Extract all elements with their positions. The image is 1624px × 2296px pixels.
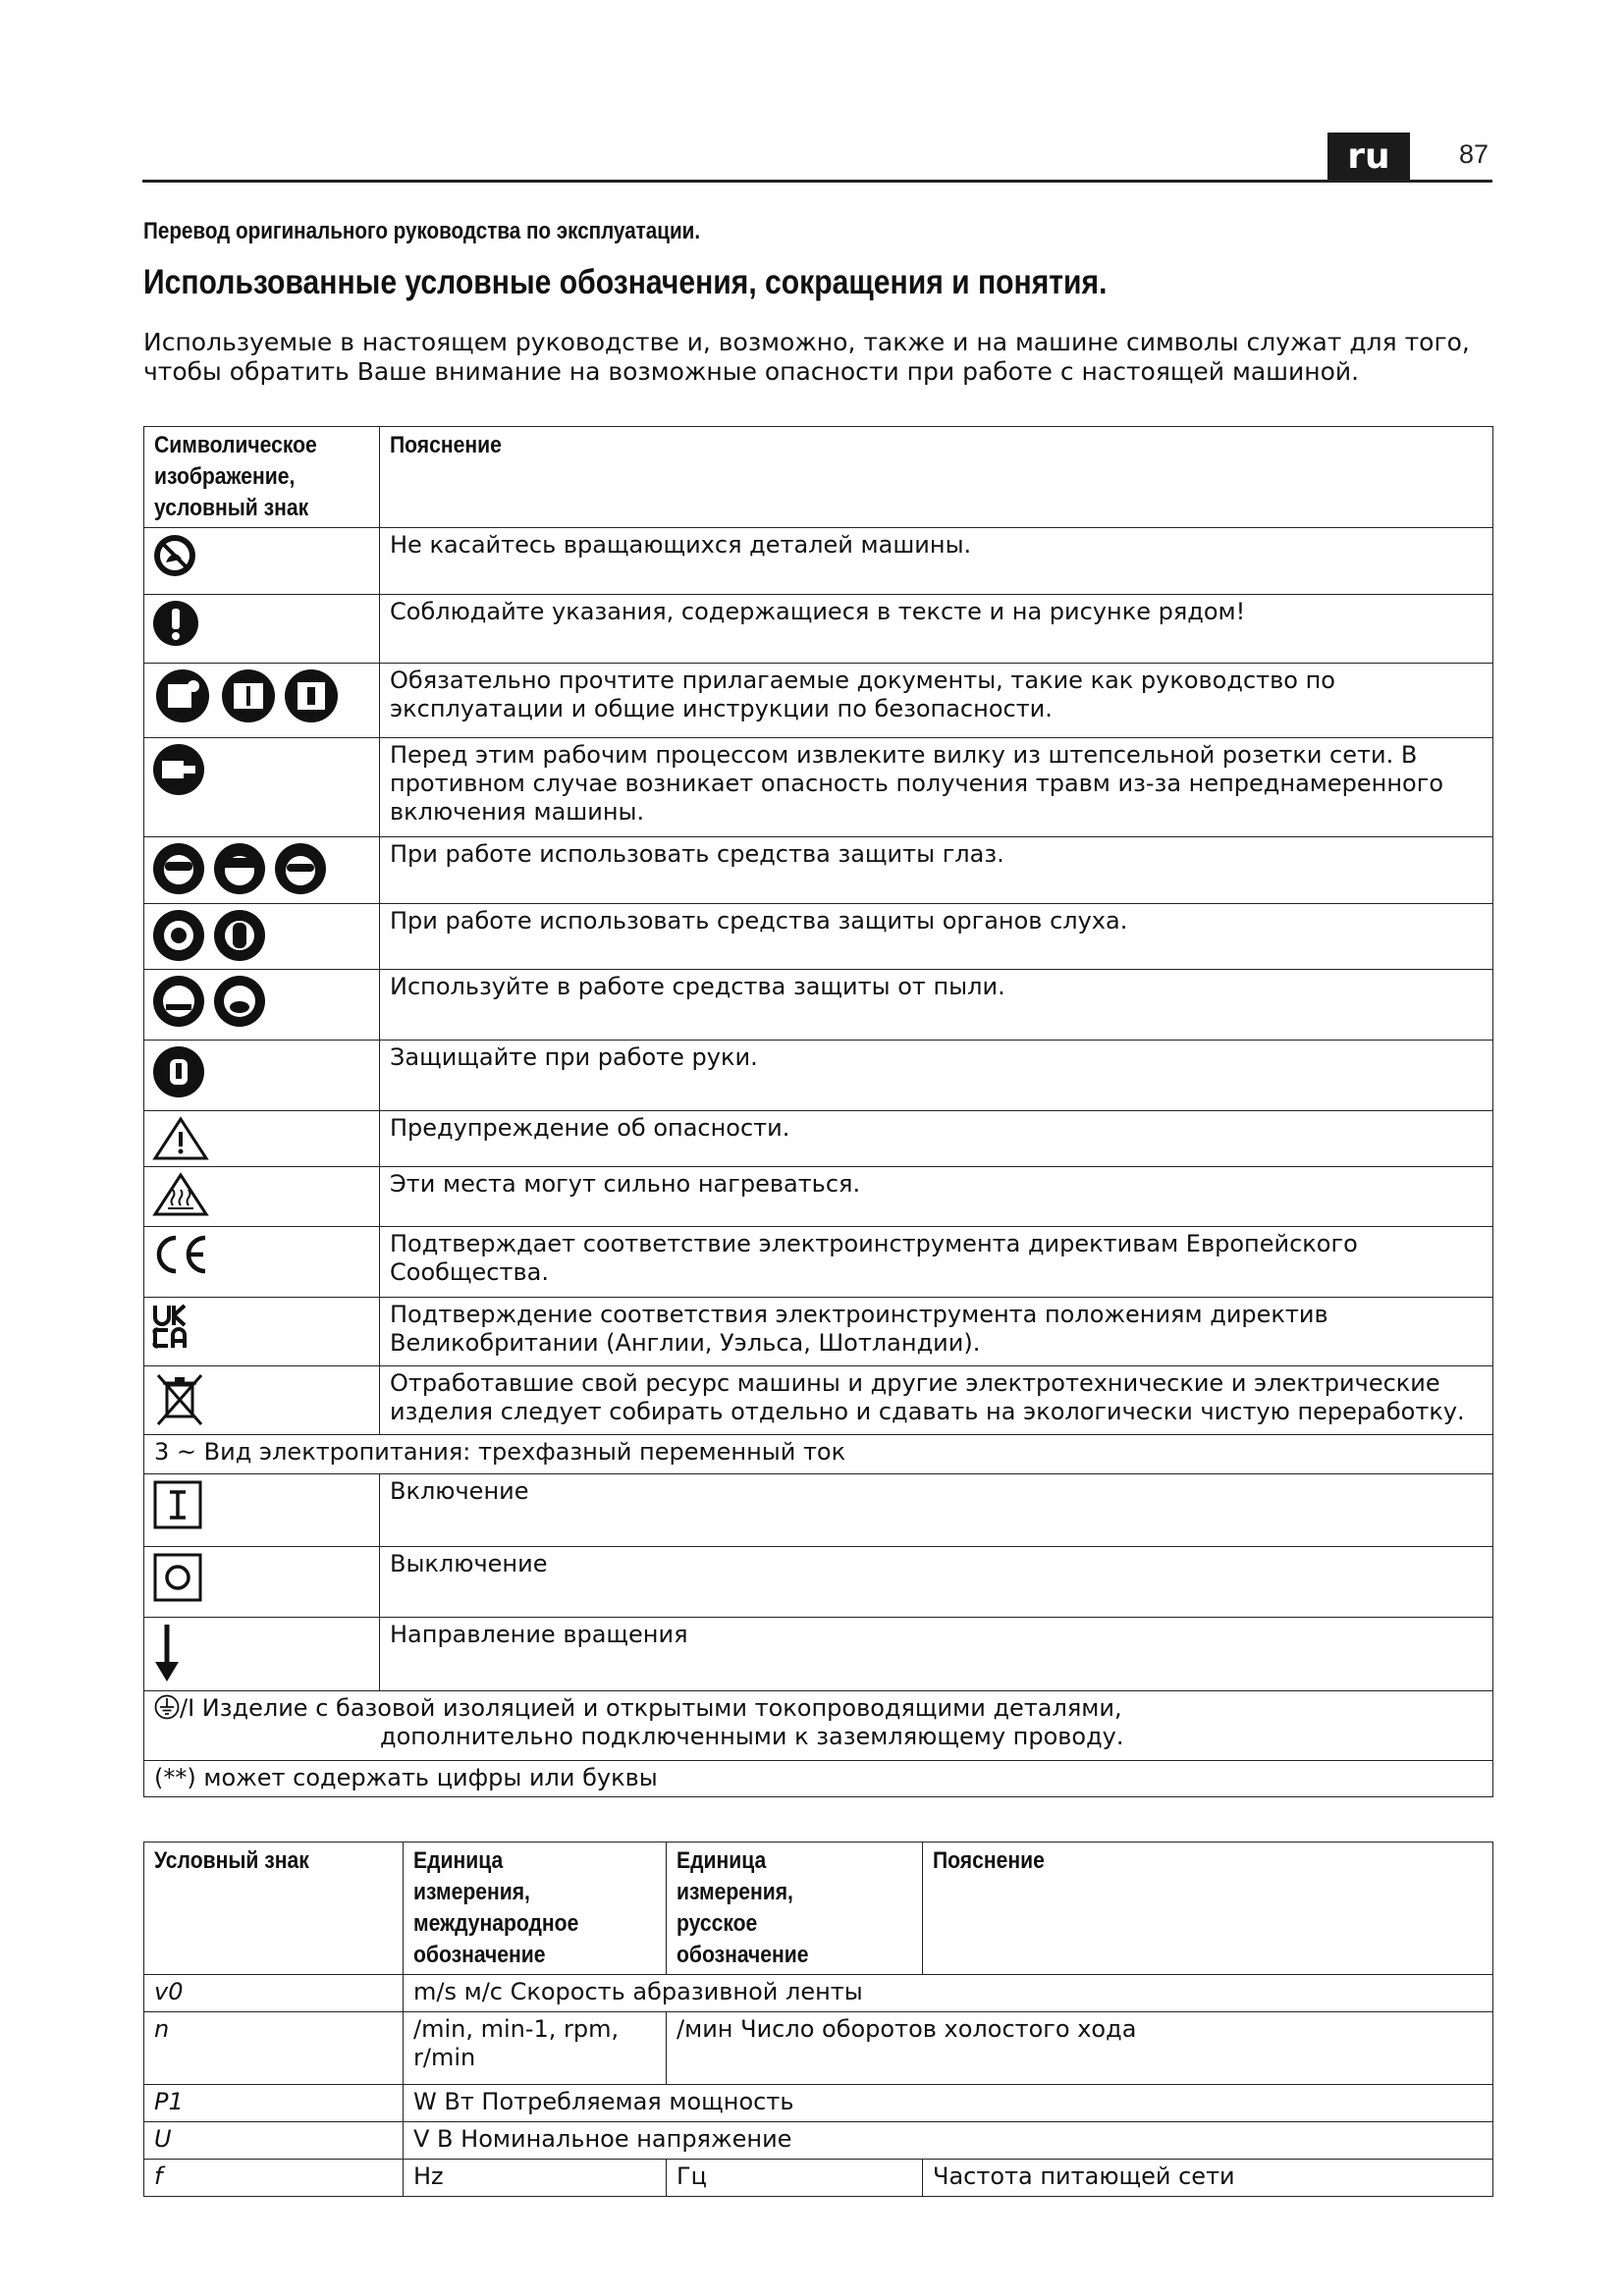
section-title: Использованные условные обозначения, сокращения и понятия. — [143, 263, 1108, 301]
table-row — [144, 837, 1493, 904]
symbol-cell — [144, 1167, 380, 1227]
ukca-mark-icon — [152, 1303, 188, 1350]
protective-earth-icon — [154, 1694, 180, 1720]
arrow-down-icon — [152, 1623, 182, 1683]
no-touch-rotating-icon — [152, 533, 197, 578]
table-row — [144, 1041, 1493, 1111]
respirator-icon — [213, 975, 266, 1028]
table-row — [144, 1298, 1493, 1366]
explanation-cell: Направление вращения — [380, 1618, 1493, 1691]
explanation-cell: Защищайте при работе руки. — [380, 1041, 1493, 1111]
face-shield-icon — [213, 842, 266, 895]
header-unit-ru: Единица измерения, русское обозначение — [667, 1842, 923, 1975]
class-one-line: дополнительно подключенными к заземляющему проводу. — [380, 1723, 1124, 1750]
explanation-cell: При работе использовать средства защиты глаз. — [380, 837, 1493, 904]
table-row — [144, 1227, 1493, 1298]
symbol-cell — [144, 738, 380, 837]
header-symbol-line: изображение, — [154, 463, 296, 490]
table-row — [144, 970, 1493, 1041]
class-one-text: /I Изделие с базовой изоляцией и открытыми токопроводящими деталями, — [180, 1694, 1122, 1722]
unit-intl: Hz — [404, 2160, 667, 2197]
symbol-cell — [144, 664, 380, 738]
switch-off-icon — [152, 1552, 203, 1603]
unplug-icon — [152, 743, 205, 796]
table-row — [144, 738, 1493, 837]
explanation-cell: Обязательно прочтите прилагаемые документы, такие как руководство по эксплуатации и общие инструкции по безопасности. — [380, 664, 1493, 738]
document-subtitle: Перевод оригинального руководства по эксплуатации. — [143, 218, 701, 244]
table-row — [144, 2160, 1493, 2197]
explanation-cell: Используйте в работе средства защиты от пыли. — [380, 970, 1493, 1041]
unit-intl: /min, min-1, rpm, r/min — [404, 2012, 667, 2085]
header-explanation: Пояснение — [380, 427, 1493, 528]
exclamation-icon — [152, 600, 199, 647]
intro-line: чтобы обратить Ваше внимание на возможные опасности при работе с настоящей машиной. — [143, 357, 1360, 386]
ce-mark-icon — [152, 1232, 211, 1277]
unit-explanation: Частота питающей сети — [923, 2160, 1493, 2197]
symbol-cell — [144, 1547, 380, 1618]
table-row — [144, 1111, 1493, 1167]
instruction-icon — [284, 668, 339, 723]
explanation-cell: Отработавшие свой ресурс машины и другие электротехнические и электрические изделия следует собирать отдельно и сдавать на экологически чистую переработку. — [380, 1366, 1493, 1435]
header-unit-intl: Единица измерения, международное обозначение — [404, 1842, 667, 1975]
symbol-cell — [144, 595, 380, 664]
symbol-cell — [144, 970, 380, 1041]
ear-muffs-icon — [213, 909, 266, 962]
dust-mask-icon — [152, 975, 205, 1028]
table-row — [144, 528, 1493, 595]
header-symbol: Условный знак — [144, 1842, 404, 1975]
unit-symbol: v0 — [144, 1975, 404, 2012]
class-one-line — [154, 1694, 1483, 1723]
warning-triangle-icon — [152, 1116, 209, 1161]
table-row — [144, 1618, 1493, 1691]
header-explanation: Пояснение — [923, 1842, 1493, 1975]
table-row — [144, 1366, 1493, 1435]
explanation-cell: Соблюдайте указания, содержащиеся в тексте и на рисунке рядом! — [380, 595, 1493, 664]
symbol-cell — [144, 837, 380, 904]
note-cell: (**) может содержать цифры или буквы — [144, 1761, 1493, 1797]
explanation-cell: При работе использовать средства защиты органов слуха. — [380, 904, 1493, 970]
symbol-cell — [144, 1227, 380, 1298]
safety-glasses-icon — [274, 842, 327, 895]
explanation-cell: Перед этим рабочим процессом извлеките вилку из штепсельной розетки сети. В противном случае возникает опасность получения травм из-за непреднамеренного включения машины. — [380, 738, 1493, 837]
class-one-cell — [144, 1691, 1493, 1761]
explanation-cell: Подтверждает соответствие электроинструмента директивам Европейского Сообщества. — [380, 1227, 1493, 1298]
explanation-cell: Предупреждение об опасности. — [380, 1111, 1493, 1167]
page-number: 87 — [1459, 139, 1489, 169]
unit-row-text: V В Номинальное напряжение — [404, 2122, 1493, 2160]
read-manual-icon — [152, 668, 213, 723]
table-row — [144, 1761, 1493, 1797]
ear-protection-icon — [152, 909, 205, 962]
intro-paragraph — [143, 328, 1479, 387]
symbol-cell — [144, 1041, 380, 1111]
goggles-icon — [152, 842, 205, 895]
gloves-icon — [152, 1045, 205, 1098]
header-symbol-line: Символическое — [154, 432, 317, 458]
table-row — [144, 2122, 1493, 2160]
symbols-table — [143, 426, 1493, 1797]
table-row — [144, 1547, 1493, 1618]
table-row — [144, 1167, 1493, 1227]
unit-row-text: /мин Число оборотов холостого хода — [667, 2012, 1493, 2085]
language-badge: ru — [1327, 133, 1410, 181]
table-row — [144, 904, 1493, 970]
symbol-cell — [144, 904, 380, 970]
explanation-cell: Включение — [380, 1474, 1493, 1547]
header-symbol-line: условный знак — [154, 495, 309, 521]
symbol-cell — [144, 1111, 380, 1167]
symbol-cell — [144, 1618, 380, 1691]
three-phase-cell: 3 ~ Вид электропитания: трехфазный переменный ток — [144, 1435, 1493, 1474]
unit-symbol: P1 — [144, 2085, 404, 2122]
table-row — [144, 1435, 1493, 1474]
table-row — [144, 664, 1493, 738]
table-row — [144, 595, 1493, 664]
explanation-cell: Эти места могут сильно нагреваться. — [380, 1167, 1493, 1227]
switch-on-icon — [152, 1479, 203, 1530]
header-rule — [142, 180, 1492, 183]
table-row — [144, 2085, 1493, 2122]
symbol-cell — [144, 1474, 380, 1547]
intro-line: Используемые в настоящем руководстве и, возможно, также и на машине символы служат для того, — [143, 328, 1470, 356]
symbol-cell — [144, 1366, 380, 1435]
table-row — [144, 1975, 1493, 2012]
table-header-row — [144, 1842, 1493, 1975]
explanation-cell: Выключение — [380, 1547, 1493, 1618]
unit-row-text: W Вт Потребляемая мощность — [404, 2085, 1493, 2122]
unit-symbol: n — [144, 2012, 404, 2085]
info-book-icon — [221, 668, 276, 723]
unit-row-text: m/s м/с Скорость абразивной ленты — [404, 1975, 1493, 2012]
hot-surface-icon — [152, 1172, 209, 1217]
unit-symbol: f — [144, 2160, 404, 2197]
explanation-cell: Подтверждение соответствия электроинструмента положениям директив Великобритании (Англии, Уэльса, Шотландии). — [380, 1298, 1493, 1366]
unit-symbol: U — [144, 2122, 404, 2160]
symbol-cell — [144, 1298, 380, 1366]
table-row — [144, 2012, 1493, 2085]
units-table — [143, 1842, 1493, 2197]
weee-bin-icon — [152, 1371, 207, 1428]
table-row — [144, 1474, 1493, 1547]
explanation-cell: Не касайтесь вращающихся деталей машины. — [380, 528, 1493, 595]
table-row — [144, 1691, 1493, 1761]
header-symbol — [144, 427, 380, 528]
unit-ru: Гц — [667, 2160, 923, 2197]
symbol-cell — [144, 528, 380, 595]
table-header-row — [144, 427, 1493, 528]
